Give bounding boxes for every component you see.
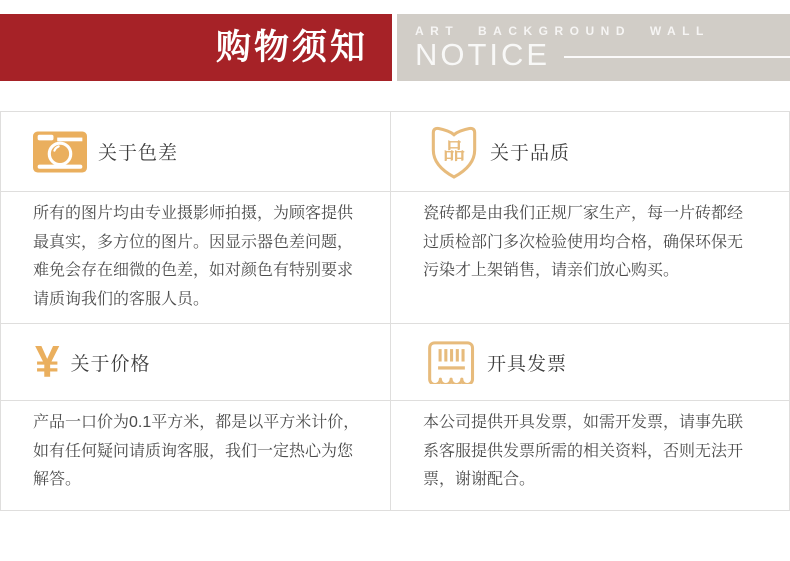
page-title: 购物须知	[215, 28, 368, 67]
card-body-color-difference: 所有的图片均由专业摄影师拍摄，为顾客提供最真实，多方位的图片。因显示器色差问题，难免会存在细微的色差，如对颜色有特别要求请质询我们的客服人员。	[1, 192, 391, 324]
header-notice-row	[415, 39, 790, 72]
card-title: 关于品质	[490, 143, 571, 164]
quality-shield-icon	[429, 124, 479, 180]
card-body-quality: 瓷砖都是由我们正规厂家生产，每一片砖都经过质检部门多次检验使用均合格，确保环保无污染才上架销售，请亲们放心购买。	[391, 192, 789, 324]
card-title: 开具发票	[487, 353, 568, 375]
notice-card-grid	[0, 111, 790, 511]
header-subtitle-en: ART BACKGROUND WALL	[415, 24, 710, 38]
svg-text:品: 品	[442, 138, 466, 164]
invoice-receipt-icon	[426, 340, 476, 384]
header-notice-label: NOTICE	[415, 37, 551, 72]
card-header-color-difference	[1, 112, 391, 192]
card-header-quality	[391, 112, 789, 192]
header-decor-line	[564, 56, 790, 58]
header-banner-red	[0, 14, 392, 81]
header-banner-gray	[397, 14, 790, 81]
card-body-price: 产品一口价为0.1平方米，都是以平方米计价，如有任何疑问请质询客服，我们一定热心为您解答。	[1, 401, 391, 510]
card-title: 关于价格	[70, 353, 151, 375]
card-body-invoice: 本公司提供开具发票，如需开发票，请事先联系客服提供发票所需的相关资料，否则无法开票，谢谢配合。	[423, 414, 744, 488]
camera-icon	[33, 131, 87, 173]
card-header-invoice	[391, 324, 789, 401]
card-header-price	[1, 324, 391, 401]
yuan-price-icon: ¥	[35, 336, 60, 387]
card-title: 关于色差	[98, 143, 179, 164]
